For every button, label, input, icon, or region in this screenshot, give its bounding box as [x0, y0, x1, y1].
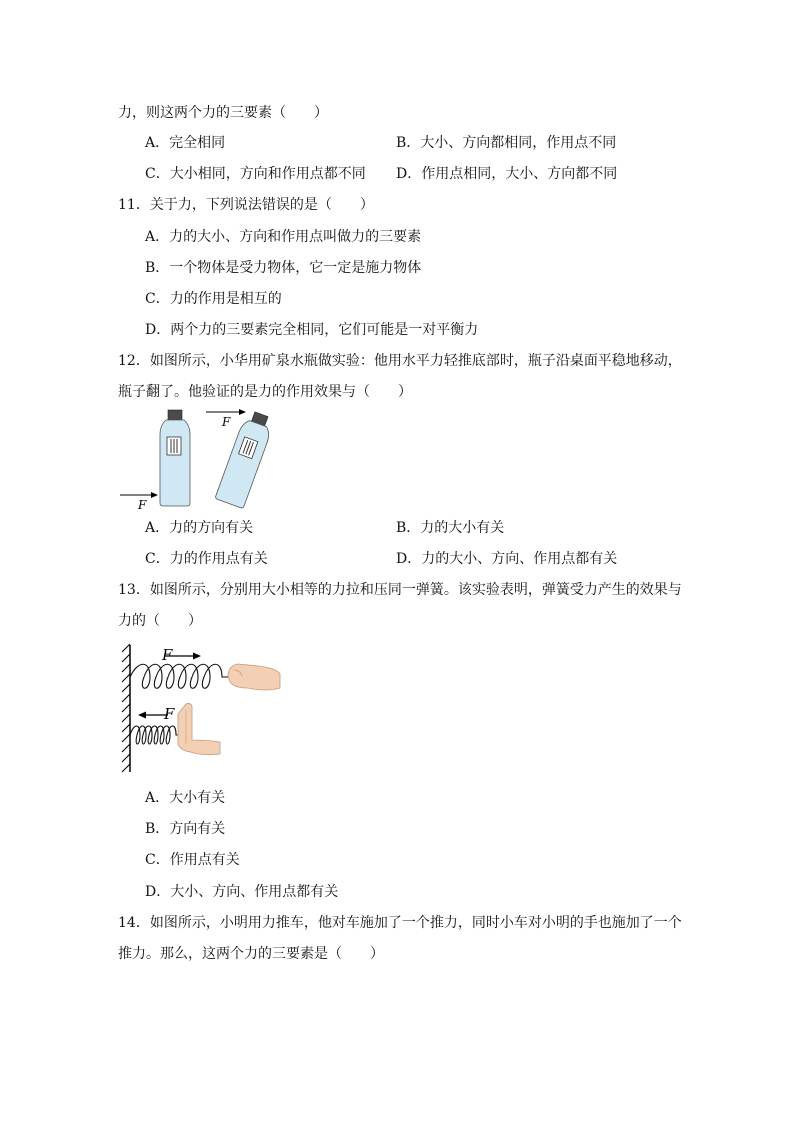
q10-option-a: A．完全相同: [145, 135, 226, 151]
q13-force-label-bottom: F: [164, 705, 175, 723]
q13-force-label-top: F: [162, 646, 173, 664]
q11-option-c: C．力的作用是相互的: [145, 291, 282, 307]
q11-option-b: B．一个物体是受力物体，它一定是施力物体: [145, 260, 422, 276]
q13-stem-line1: 13．如图所示，分别用大小相等的力拉和压同一弹簧。该实验表明，弹簧受力产生的效果与: [118, 582, 682, 598]
q10-stem-tail: 力，则这两个力的三要素（ ）: [118, 105, 328, 121]
q12-option-b: B．力的大小有关: [396, 520, 505, 536]
q12-stem-line2: 瓶子翻了。他验证的是力的作用效果与（ ）: [118, 384, 412, 400]
q12-option-a: A．力的方向有关: [145, 520, 254, 536]
q12-bottle-figure: [118, 405, 278, 515]
q13-option-a: A．大小有关: [145, 790, 226, 806]
q13-stem-line2: 力的（ ）: [118, 613, 202, 629]
q11-option-a: A．力的大小、方向和作用点叫做力的三要素: [145, 229, 422, 245]
q12-option-c: C．力的作用点有关: [145, 551, 268, 567]
q13-option-d: D．大小、方向、作用点都有关: [145, 884, 339, 900]
q13-option-b: B．方向有关: [145, 821, 226, 837]
q12-force-label-bottom: F: [138, 498, 147, 512]
q11-stem: 11．关于力，下列说法错误的是（ ）: [118, 197, 374, 213]
q10-option-d: D．作用点相同，大小、方向都不同: [396, 166, 618, 182]
upright-bottle: [160, 410, 190, 506]
q10-option-b: B．大小、方向都相同，作用点不同: [396, 135, 617, 151]
q12-stem-line1: 12．如图所示，小华用矿泉水瓶做实验：他用水平力轻推底部时，瓶子沿桌面平稳地移动，: [118, 353, 682, 369]
q14-stem-line1: 14．如图所示，小明用力推车，他对车施加了一个推力，同时小车对小明的手也施加了一个: [118, 915, 682, 931]
q13-spring-figure: [116, 640, 286, 775]
q11-option-d: D．两个力的三要素完全相同，它们可能是一对平衡力: [145, 322, 479, 338]
q13-option-c: C．作用点有关: [145, 852, 240, 868]
q10-option-c: C．大小相同，方向和作用点都不同: [145, 166, 366, 182]
q12-force-label-top: F: [222, 415, 231, 429]
q14-stem-line2: 推力。那么，这两个力的三要素是（ ）: [118, 946, 384, 962]
q12-option-d: D．力的大小、方向、作用点都有关: [396, 551, 618, 567]
